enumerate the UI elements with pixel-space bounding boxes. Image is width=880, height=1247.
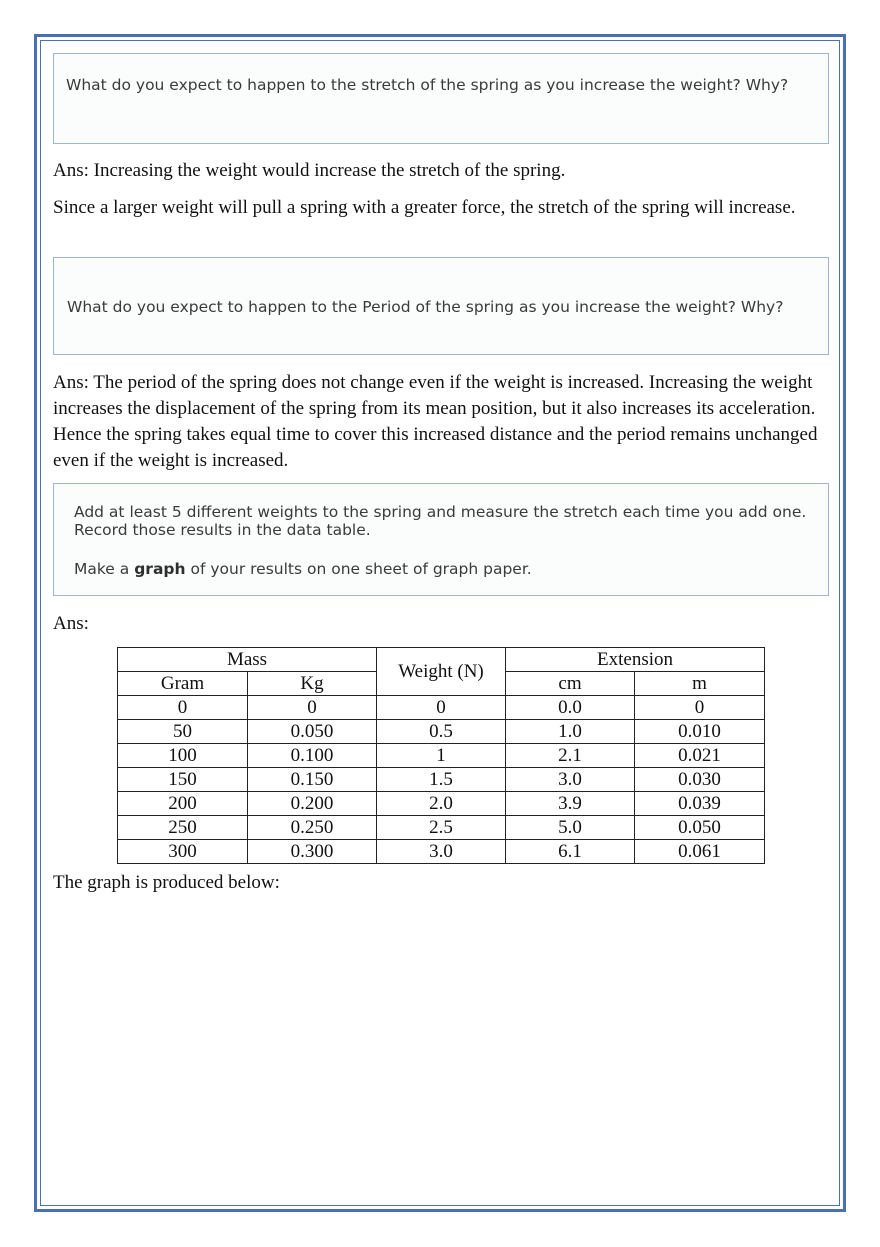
cell-cm: 6.1 <box>506 840 635 864</box>
answer-stretch-line2: Since a larger weight will pull a spring with a greater force, the stretch of the spring will increase. <box>53 197 796 218</box>
answer-table-label: Ans: <box>53 613 89 634</box>
question-weights-line2: Record those results in the data table. <box>74 521 371 539</box>
cell-m: 0.061 <box>635 840 765 864</box>
cell-kg: 0.050 <box>248 720 377 744</box>
cell-kg: 0 <box>248 696 377 720</box>
cell-weight: 2.0 <box>377 792 506 816</box>
question-graph-pre: Make a <box>74 560 130 578</box>
table-row <box>118 720 765 744</box>
cell-m: 0.021 <box>635 744 765 768</box>
cell-kg: 0.300 <box>248 840 377 864</box>
graph-note: The graph is produced below: <box>53 872 280 893</box>
cell-kg: 0.250 <box>248 816 377 840</box>
cell-kg: 0.100 <box>248 744 377 768</box>
question-graph-line <box>74 560 532 578</box>
cell-m: 0.039 <box>635 792 765 816</box>
header-mass: Mass <box>118 648 377 672</box>
cell-m: 0 <box>635 696 765 720</box>
cell-weight: 2.5 <box>377 816 506 840</box>
question-box-period <box>53 257 829 355</box>
cell-weight: 1.5 <box>377 768 506 792</box>
header-cm: cm <box>506 672 635 696</box>
data-table <box>117 647 765 864</box>
cell-weight: 0.5 <box>377 720 506 744</box>
cell-gram: 200 <box>118 792 248 816</box>
cell-cm: 3.0 <box>506 768 635 792</box>
cell-cm: 1.0 <box>506 720 635 744</box>
cell-gram: 250 <box>118 816 248 840</box>
header-kg: Kg <box>248 672 377 696</box>
cell-kg: 0.200 <box>248 792 377 816</box>
question-box-weights <box>53 483 829 596</box>
question-stretch-text: What do you expect to happen to the stretch of the spring as you increase the weight? Why? <box>66 76 789 94</box>
cell-cm: 3.9 <box>506 792 635 816</box>
answer-stretch-line1: Ans: Increasing the weight would increase the stretch of the spring. <box>53 160 566 181</box>
table-row <box>118 744 765 768</box>
cell-kg: 0.150 <box>248 768 377 792</box>
cell-m: 0.010 <box>635 720 765 744</box>
cell-gram: 0 <box>118 696 248 720</box>
question-box-stretch <box>53 53 829 144</box>
table-row <box>118 816 765 840</box>
cell-gram: 150 <box>118 768 248 792</box>
table-header-row-1 <box>118 648 765 672</box>
cell-weight: 0 <box>377 696 506 720</box>
cell-gram: 300 <box>118 840 248 864</box>
cell-weight: 1 <box>377 744 506 768</box>
cell-cm: 2.1 <box>506 744 635 768</box>
cell-m: 0.050 <box>635 816 765 840</box>
cell-gram: 50 <box>118 720 248 744</box>
cell-m: 0.030 <box>635 768 765 792</box>
cell-cm: 5.0 <box>506 816 635 840</box>
cell-cm: 0.0 <box>506 696 635 720</box>
table-row <box>118 696 765 720</box>
answer-period: Ans: The period of the spring does not change even if the weight is increased. Increasing the weight increases the displacement of the spring from its mean position, but it also increases its acceleration. Hence the spring takes equal time to cover this increased distance and the period remains unchanged even if the weight is increased. <box>53 372 818 471</box>
question-graph-bold: graph <box>134 560 186 578</box>
table-row <box>118 768 765 792</box>
header-extension: Extension <box>506 648 765 672</box>
table-row <box>118 792 765 816</box>
header-gram: Gram <box>118 672 248 696</box>
header-m: m <box>635 672 765 696</box>
header-weight: Weight (N) <box>377 648 506 696</box>
cell-gram: 100 <box>118 744 248 768</box>
question-period-text: What do you expect to happen to the Period of the spring as you increase the weight? Why? <box>67 298 784 316</box>
cell-weight: 3.0 <box>377 840 506 864</box>
question-weights-line1: Add at least 5 different weights to the spring and measure the stretch each time you add one. <box>74 503 807 521</box>
question-graph-post: of your results on one sheet of graph paper. <box>190 560 532 578</box>
table-row <box>118 840 765 864</box>
